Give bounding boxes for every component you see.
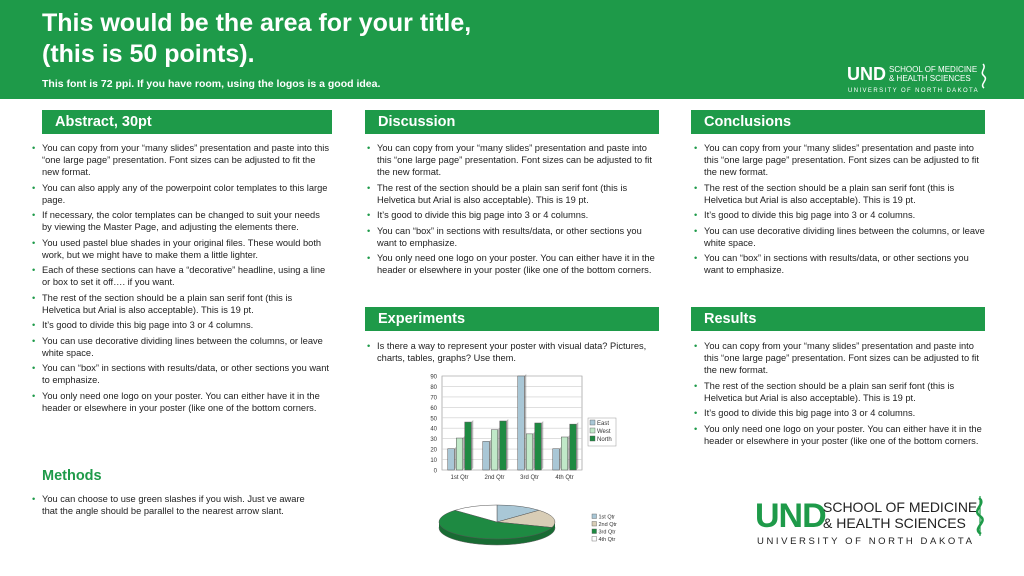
footer-logo-line3: UNIVERSITY OF NORTH DAKOTA [757, 536, 975, 547]
bar-side [454, 447, 456, 470]
header-logo-line2: & HEALTH SCIENCES [889, 74, 971, 83]
results-heading: Results [691, 307, 985, 331]
bar-side [533, 432, 535, 470]
y-tick-label: 50 [430, 416, 437, 423]
bar-side [471, 420, 473, 470]
footer-logo-line2: & HEALTH SCIENCES [823, 515, 966, 531]
header-caduceus-icon [982, 64, 985, 88]
pie-legend-label: 1st Qtr [598, 514, 616, 521]
poster-subtitle: This font is 72 ppi. If you have room, using the logos is a good idea. [42, 78, 381, 90]
footer-und-logo [755, 494, 995, 549]
bar-north [570, 424, 577, 470]
y-tick-label: 20 [430, 447, 437, 454]
bar-side [541, 421, 543, 470]
abstract-heading: Abstract, 30pt [42, 110, 332, 134]
results-bullet: • You only need one logo on your poster. You can either have it in the header or elsewhere in your poster (like one of the bottom corners. [694, 423, 986, 447]
conclusions-bullet: • The rest of the section should be a plain san serif font (this is Helvetica but Arial is also acceptable). This is 19 pt. [694, 182, 986, 206]
legend-label: East [597, 420, 610, 427]
results-bullet: • It’s good to divide this big page into 3 or 4 columns. [694, 407, 986, 419]
bar-west [526, 434, 533, 470]
legend-label: North [597, 436, 612, 443]
abstract-bullet: • You used pastel blue shades in your original files. These would both work, but we might have to make them a little lighter. [32, 237, 332, 261]
experiments-heading: Experiments [365, 307, 659, 331]
legend-label: West [597, 428, 611, 435]
poster-header [0, 0, 1024, 99]
pie-legend-label: 2nd Qtr [598, 521, 617, 528]
bar-east [448, 449, 455, 470]
abstract-list [32, 142, 332, 417]
bar-east [483, 441, 490, 470]
x-tick-label: 2nd Qtr [484, 475, 505, 481]
conclusions-bullet: • You can copy from your “many slides” presentation and paste into this “one large page” presentation. Font sizes can be adjusted to fit the new format. [694, 142, 986, 178]
abstract-bullet: • You only need one logo on your poster. You can either have it in the header or elsewhere in your poster (like one of the bottom corners. [32, 390, 332, 414]
conclusions-bullet: • It’s good to divide this big page into 3 or 4 columns. [694, 209, 986, 221]
poster-title-line2: (this is 50 points). [42, 40, 255, 68]
y-tick-label: 0 [433, 468, 437, 475]
bar-east [518, 376, 525, 470]
legend-swatch [590, 436, 595, 441]
conclusions-bullet: • You can use decorative dividing lines between the columns, or leave white space. [694, 225, 986, 249]
pie-legend-label: 3rd Qtr [598, 529, 616, 536]
poster-title [42, 8, 471, 70]
x-tick-label: 3rd Qtr [520, 475, 539, 481]
legend-swatch [590, 428, 595, 433]
abstract-bullet: • Each of these sections can have a “decorative” headline, using a line or box to set it off…. if you want. [32, 264, 332, 288]
header-logo-und: UND [847, 64, 886, 84]
legend-swatch [590, 420, 595, 425]
y-tick-label: 90 [430, 374, 437, 381]
bar-north [535, 423, 542, 470]
discussion-list [367, 142, 659, 280]
bar-north [500, 421, 507, 470]
y-tick-label: 40 [430, 426, 437, 433]
abstract-bullet: • The rest of the section should be a plain san serif font (this is Helvetica but Arial is also acceptable). This is 19 pt. [32, 292, 332, 316]
bar-side [506, 419, 508, 470]
bar-north [465, 422, 472, 470]
discussion-bullet: • The rest of the section should be a plain san serif font (this is Helvetica but Arial is also acceptable). This is 19 pt. [367, 182, 659, 206]
discussion-bullet: • You can copy from your “many slides” presentation and paste into this “one large page” presentation. Font sizes can be adjusted to fit the new format. [367, 142, 659, 178]
experiments-list [367, 340, 659, 368]
abstract-bullet: • You can also apply any of the powerpoint color templates to this large page. [32, 182, 332, 206]
pie-legend-swatch [592, 514, 597, 519]
y-tick-label: 10 [430, 458, 437, 465]
pie-legend-label: 4th Qtr [598, 536, 616, 543]
bar-west [561, 437, 568, 470]
pie-legend-swatch [592, 537, 597, 542]
pie-legend-swatch [592, 522, 597, 527]
discussion-bullet: • You can “box” in sections with results/data, or other sections you want to emphasize. [367, 225, 659, 249]
x-tick-label: 4th Qtr [555, 475, 574, 481]
bar-side [568, 435, 570, 470]
bar-side [576, 422, 578, 470]
bar-side [498, 428, 500, 470]
abstract-bullet: • It’s good to divide this big page into 3 or 4 columns. [32, 319, 332, 331]
bar-side [559, 447, 561, 470]
methods-heading: Methods [42, 468, 102, 484]
pie-legend-swatch [592, 529, 597, 534]
bar-east [553, 449, 560, 470]
poster-title-line1: This would be the area for your title, [42, 9, 472, 37]
quarterly-bar-chart [410, 370, 620, 485]
header-und-logo [845, 62, 995, 94]
results-list [694, 340, 986, 450]
footer-logo-und: UND [755, 497, 826, 535]
quarterly-pie-chart [430, 500, 630, 550]
abstract-bullet: • You can “box” in sections with results/data, or other sections you want to emphasize. [32, 362, 332, 386]
x-tick-label: 1st Qtr [450, 475, 469, 481]
abstract-bullet: • You can use decorative dividing lines between the columns, or leave white space. [32, 335, 332, 359]
conclusions-list [694, 142, 986, 280]
methods-bullet: • You can choose to use green slashes if you wish. Just ve aware that the angle should be parallel to the nearest arrow slant. [32, 493, 322, 517]
y-tick-label: 70 [430, 395, 437, 402]
y-tick-label: 30 [430, 437, 437, 444]
bar-side [489, 439, 491, 470]
bar-side [524, 374, 526, 470]
header-logo-line3: UNIVERSITY OF NORTH DAKOTA [848, 88, 980, 94]
abstract-bullet: • You can copy from your “many slides” presentation and paste into this “one large page” presentation. Font sizes can be adjusted to fit the new format. [32, 142, 332, 178]
footer-logo-line1: SCHOOL OF MEDICINE [823, 499, 978, 515]
methods-list [32, 493, 322, 521]
discussion-heading: Discussion [365, 110, 659, 134]
abstract-bullet: • If necessary, the color templates can be changed to suit your needs by viewing the Master Page, and adjusting the elements there. [32, 209, 332, 233]
discussion-bullet: • It’s good to divide this big page into 3 or 4 columns. [367, 209, 659, 221]
results-bullet: • The rest of the section should be a plain san serif font (this is Helvetica but Arial is also acceptable). This is 19 pt. [694, 380, 986, 404]
discussion-bullet: • You only need one logo on your poster. You can either have it in the header or elsewhere in your poster (like one of the bottom corners. [367, 252, 659, 276]
conclusions-bullet: • You can “box” in sections with results/data, or other sections you want to emphasize. [694, 252, 986, 276]
bar-west [456, 438, 463, 470]
bar-side [463, 436, 465, 470]
header-logo-line1: SCHOOL OF MEDICINE [889, 65, 978, 74]
y-tick-label: 80 [430, 384, 437, 391]
results-bullet: • You can copy from your “many slides” presentation and paste into this “one large page” presentation. Font sizes can be adjusted to fit the new format. [694, 340, 986, 376]
conclusions-heading: Conclusions [691, 110, 985, 134]
experiments-bullet: • Is there a way to represent your poster with visual data? Pictures, charts, tables, graphs? Use them. [367, 340, 659, 364]
y-tick-label: 60 [430, 405, 437, 412]
bar-west [491, 430, 498, 470]
